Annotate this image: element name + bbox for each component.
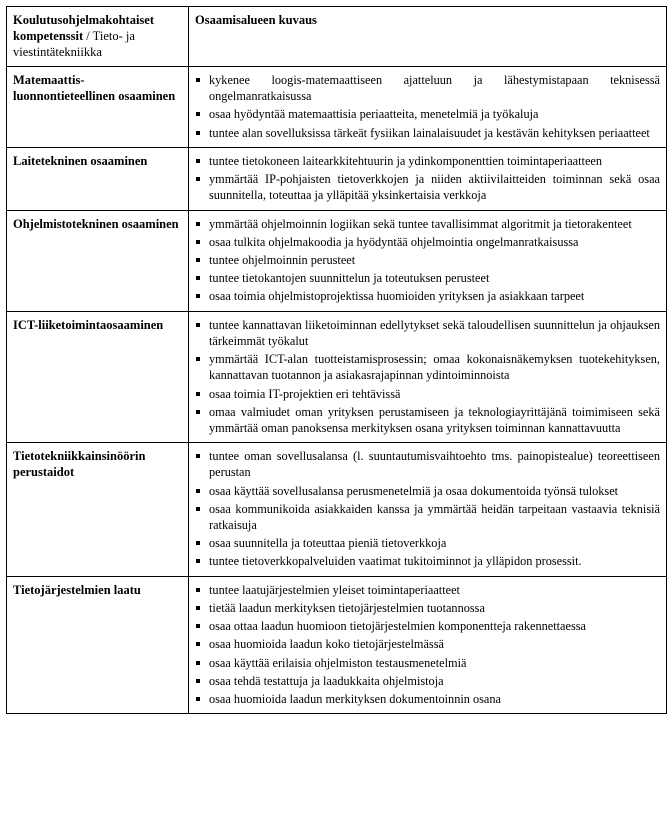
list-item: tuntee ohjelmoinnin perusteet	[195, 252, 660, 268]
list-item: tuntee kannattavan liiketoiminnan edellytykset sekä taloudellisen suunnittelun ja ohjauksen tärkeimmät työkalut	[195, 317, 660, 349]
table-body	[7, 7, 667, 714]
category-cell	[7, 443, 189, 577]
list-item: osaa kommunikoida asiakkaiden kanssa ja ymmärtää heidän tarpeitaan vastaavia teknisiä ratkaisuja	[195, 501, 660, 533]
list-item: osaa käyttää sovellusalansa perusmenetelmiä ja osaa dokumentoida työnsä tulokset	[195, 483, 660, 499]
category-title: Matemaattis-luonnontieteellinen osaaminen	[13, 73, 176, 104]
header-right-title-text: Osaamisalueen kuvaus	[195, 13, 317, 27]
description-cell	[189, 67, 667, 148]
list-item: osaa tulkita ohjelmakoodia ja hyödyntää ohjelmointia ongelmanratkaisussa	[195, 234, 660, 250]
table-header-row	[7, 7, 667, 67]
list-item: osaa ottaa laadun huomioon tietojärjestelmien komponentteja rakennettaessa	[195, 618, 660, 634]
list-item: osaa hyödyntää matemaattisia periaatteita, menetelmiä ja työkaluja	[195, 106, 660, 122]
description-list	[195, 153, 660, 204]
list-item: osaa käyttää erilaisia ohjelmiston testausmenetelmiä	[195, 655, 660, 671]
description-cell	[189, 147, 667, 210]
list-item: tuntee laatujärjestelmien yleiset toimintaperiaatteet	[195, 582, 660, 598]
list-item: tuntee tietoverkkopalveluiden vaatimat tukitoiminnot ja ylläpidon prosessit.	[195, 553, 660, 569]
list-item: osaa huomioida laadun koko tietojärjestelmässä	[195, 636, 660, 652]
list-item: osaa toimia IT-projektien eri tehtävissä	[195, 386, 660, 402]
description-list	[195, 72, 660, 141]
list-item: ymmärtää IP-pohjaisten tietoverkkojen ja niiden aktiivilaitteiden toiminnan sekä osaa suunnitella, toteuttaa ja ylläpitää yksinkertaisia verkkoja	[195, 171, 660, 203]
list-item: tuntee tietokoneen laitearkkitehtuurin ja ydinkomponenttien toimintaperiaatteen	[195, 153, 660, 169]
table-row	[7, 210, 667, 311]
header-left-title	[13, 12, 182, 60]
list-item: osaa suunnitella ja toteuttaa pieniä tietoverkkoja	[195, 535, 660, 551]
header-left-subtitle-text: / Tieto- ja viestintätekniikka	[13, 29, 135, 59]
category-title: Laitetekninen osaaminen	[13, 153, 148, 168]
category-title: ICT-liiketoimintaosaaminen	[13, 317, 164, 332]
category-title: Tietotekniikkainsinöörin perustaidot	[13, 449, 146, 480]
table-row	[7, 443, 667, 577]
category-cell	[7, 576, 189, 714]
list-item: tuntee oman sovellusalansa (l. suuntautumisvaihtoehto tms. painopistealue) teoreettiseen perustan	[195, 448, 660, 480]
header-cell-right	[189, 7, 667, 67]
description-list	[195, 317, 660, 437]
list-item: tuntee alan sovelluksissa tärkeät fysiikan lainalaisuudet ja kestävän kehityksen periaatteet	[195, 125, 660, 141]
category-cell	[7, 147, 189, 210]
description-cell	[189, 576, 667, 714]
category-cell	[7, 67, 189, 148]
table-row	[7, 147, 667, 210]
list-item: osaa tehdä testattuja ja laadukkaita ohjelmistoja	[195, 673, 660, 689]
table-row	[7, 67, 667, 148]
list-item: tietää laadun merkityksen tietojärjestelmien tuotannossa	[195, 600, 660, 616]
table-row	[7, 311, 667, 443]
list-item: kykenee loogis-matemaattiseen ajatteluun ja lähestymistapaan teknisessä ongelmanratkaisussa	[195, 72, 660, 104]
description-list	[195, 582, 660, 708]
list-item: tuntee tietokantojen suunnittelun ja toteutuksen perusteet	[195, 270, 660, 286]
category-cell	[7, 311, 189, 443]
list-item: osaa toimia ohjelmistoprojektissa huomioiden yrityksen ja asiakkaan tarpeet	[195, 288, 660, 304]
competences-table	[6, 6, 667, 714]
table-row	[7, 576, 667, 714]
category-cell	[7, 210, 189, 311]
description-cell	[189, 210, 667, 311]
category-title: Tietojärjestelmien laatu	[13, 582, 141, 597]
description-cell	[189, 311, 667, 443]
description-list	[195, 216, 660, 305]
list-item: omaa valmiudet oman yrityksen perustamiseen ja teknologiayrittäjänä toimimiseen sekä ymmärtää oman panoksensa merkityksen osana yrityksen toiminnan kannattavuutta	[195, 404, 660, 436]
list-item: osaa huomioida laadun merkityksen dokumentoinnin osana	[195, 691, 660, 707]
category-title: Ohjelmistotekninen osaaminen	[13, 216, 179, 231]
description-list	[195, 448, 660, 570]
header-left-title-text: Koulutusohjelmakohtaiset kompetenssit	[13, 13, 154, 43]
list-item: ymmärtää ICT-alan tuotteistamisprosessin; omaa kokonaisnäkemyksen tuotekehityksen, kannattavan tuotannon ja asiakasrajapinnan ydintoiminnoista	[195, 351, 660, 383]
list-item: ymmärtää ohjelmoinnin logiikan sekä tuntee tavallisimmat algoritmit ja tietorakenteet	[195, 216, 660, 232]
header-cell-left	[7, 7, 189, 67]
description-cell	[189, 443, 667, 577]
